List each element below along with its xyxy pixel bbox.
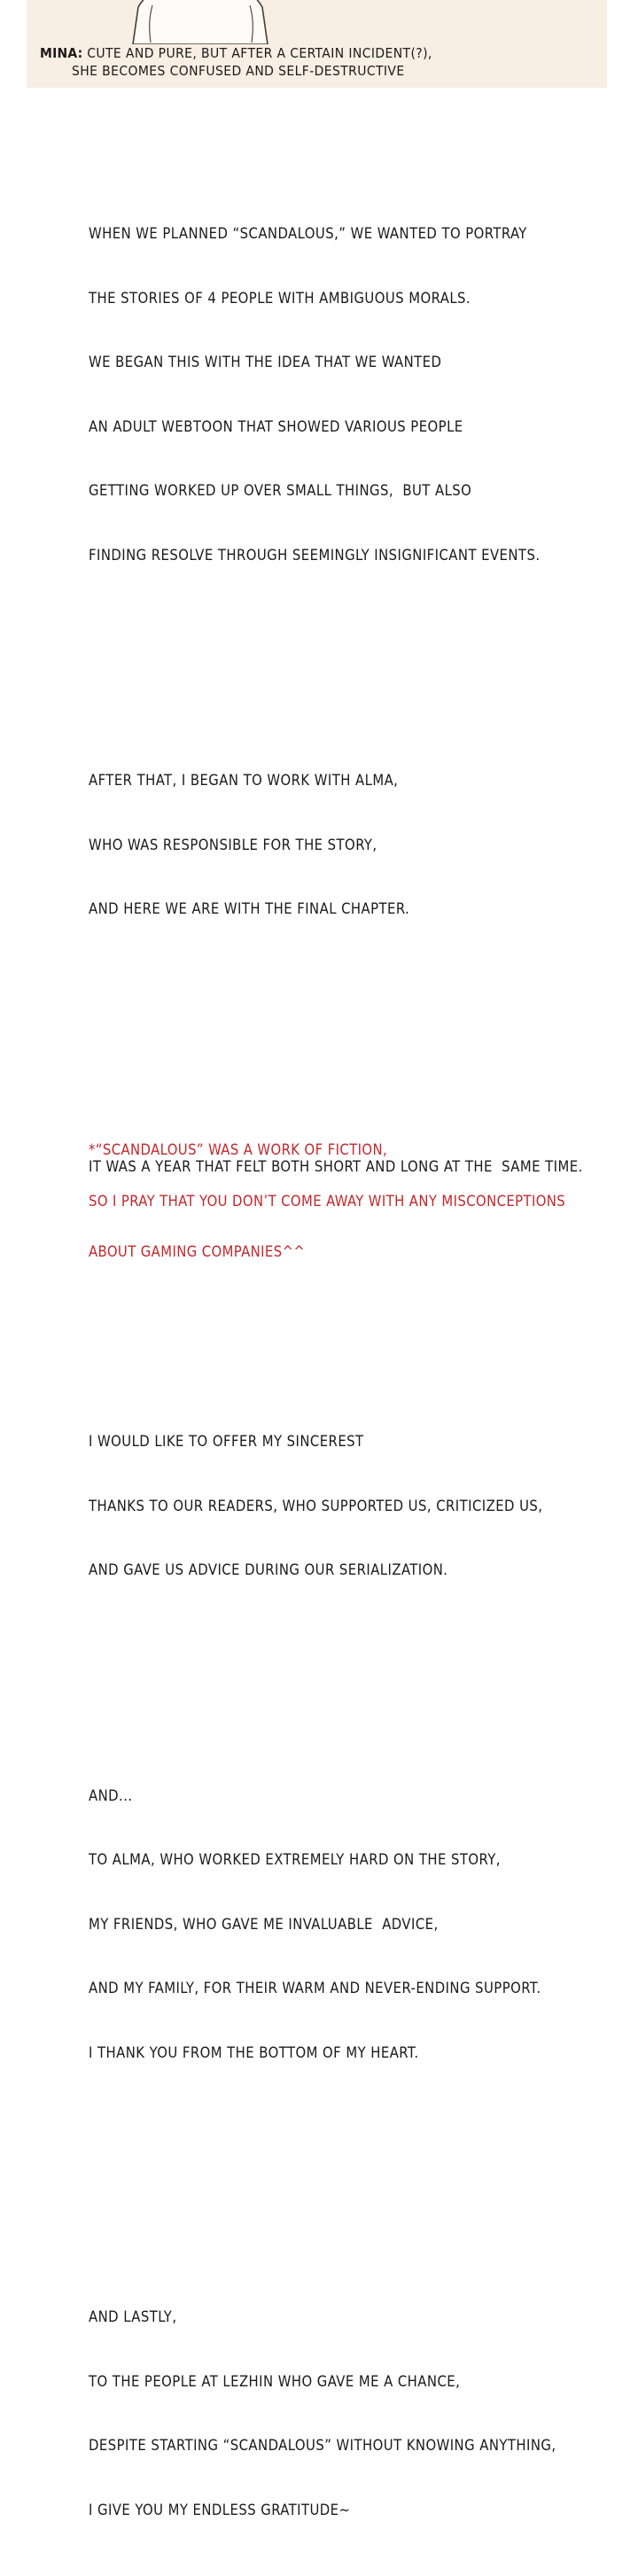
author-note-body bbox=[89, 135, 585, 2576]
character-caption bbox=[40, 44, 589, 80]
paragraph-spacer bbox=[89, 1009, 585, 1068]
paragraph-1 bbox=[89, 185, 585, 604]
footnote-line: ABOUT GAMING COMPANIES^^ bbox=[89, 1243, 306, 1260]
paragraph-spacer bbox=[89, 1670, 585, 1697]
text-line: I GIVE YOU MY ENDLESS GRATITUDE~ bbox=[89, 2501, 351, 2518]
text-line: AN ADULT WEBTOON THAT SHOWED VARIOUS PEOPLE bbox=[89, 417, 463, 435]
text-line: DESPITE STARTING “SCANDALOUS” WITHOUT KNOWING ANYTHING, bbox=[89, 2437, 556, 2454]
text-line: GETTING WORKED UP OVER SMALL THINGS, BUT ALSO bbox=[89, 482, 472, 499]
text-line: AND MY FAMILY, FOR THEIR WARM AND NEVER-ENDING SUPPORT. bbox=[89, 1980, 541, 1996]
text-line: WHO WAS RESPONSIBLE FOR THE STORY, bbox=[89, 836, 377, 853]
paragraph-spacer bbox=[89, 655, 585, 681]
text-line: FINDING RESOLVE THROUGH SEEMINGLY INSIGNIFICANT EVENTS. bbox=[89, 546, 541, 564]
paragraph-spacer bbox=[89, 2152, 585, 2218]
text-line: AND HERE WE ARE WITH THE FINAL CHAPTER. bbox=[89, 900, 410, 917]
text-line: WE BEGAN THIS WITH THE IDEA THAT WE WANTED bbox=[89, 354, 442, 370]
text-line: I THANK YOU FROM THE BOTTOM OF MY HEART. bbox=[89, 2043, 419, 2061]
text-line: AND LASTLY, bbox=[89, 2308, 177, 2325]
caption-line-1 bbox=[40, 44, 589, 62]
text-line: AND GAVE US ADVICE DURING OUR SERIALIZATION. bbox=[89, 1561, 448, 1578]
character-intro-panel bbox=[27, 0, 607, 88]
mina-character-portrait bbox=[113, 0, 287, 44]
paragraph-2 bbox=[89, 732, 585, 959]
paragraph-5 bbox=[89, 1747, 585, 2103]
paragraph-4 bbox=[89, 1393, 585, 1620]
text-line: WHEN WE PLANNED “SCANDALOUS,” WE WANTED TO PORTRAY bbox=[89, 225, 527, 242]
disclaimer-footnote bbox=[89, 1108, 585, 1278]
text-line: TO THE PEOPLE AT LEZHIN WHO GAVE ME A CHANCE, bbox=[89, 2372, 461, 2390]
text-line: I WOULD LIKE TO OFFER MY SINCEREST bbox=[89, 1433, 364, 1450]
text-line: MY FRIENDS, WHO GAVE ME INVALUABLE ADVICE, bbox=[89, 1915, 439, 1933]
character-name: MINA: bbox=[40, 45, 83, 61]
footnote-line: SO I PRAY THAT YOU DON’T COME AWAY WITH ANY MISCONCEPTIONS bbox=[89, 1192, 566, 1210]
text-line: THE STORIES OF 4 PEOPLE WITH AMBIGUOUS MORALS. bbox=[89, 289, 471, 307]
text-line: TO ALMA, WHO WORKED EXTREMELY HARD ON THE STORY, bbox=[89, 1851, 501, 1868]
paragraph-spacer bbox=[89, 1266, 585, 1342]
text-line: IT WAS A YEAR THAT FELT BOTH SHORT AND LONG AT THE SAME TIME. bbox=[89, 1157, 583, 1175]
text-line: AFTER THAT, I BEGAN TO WORK WITH ALMA, bbox=[89, 772, 399, 789]
text-line: THANKS TO OUR READERS, WHO SUPPORTED US, CRITICIZED US, bbox=[89, 1497, 543, 1514]
text-line: AND... bbox=[89, 1786, 133, 1804]
caption-line-1-text: CUTE AND PURE, BUT AFTER A CERTAIN INCIDENT(?), bbox=[82, 45, 432, 61]
paragraph-6 bbox=[89, 2269, 585, 2559]
caption-line-2: SHE BECOMES CONFUSED AND SELF-DESTRUCTIVE bbox=[72, 63, 405, 79]
footnote-line: *“SCANDALOUS” WAS A WORK OF FICTION, bbox=[89, 1141, 388, 1158]
